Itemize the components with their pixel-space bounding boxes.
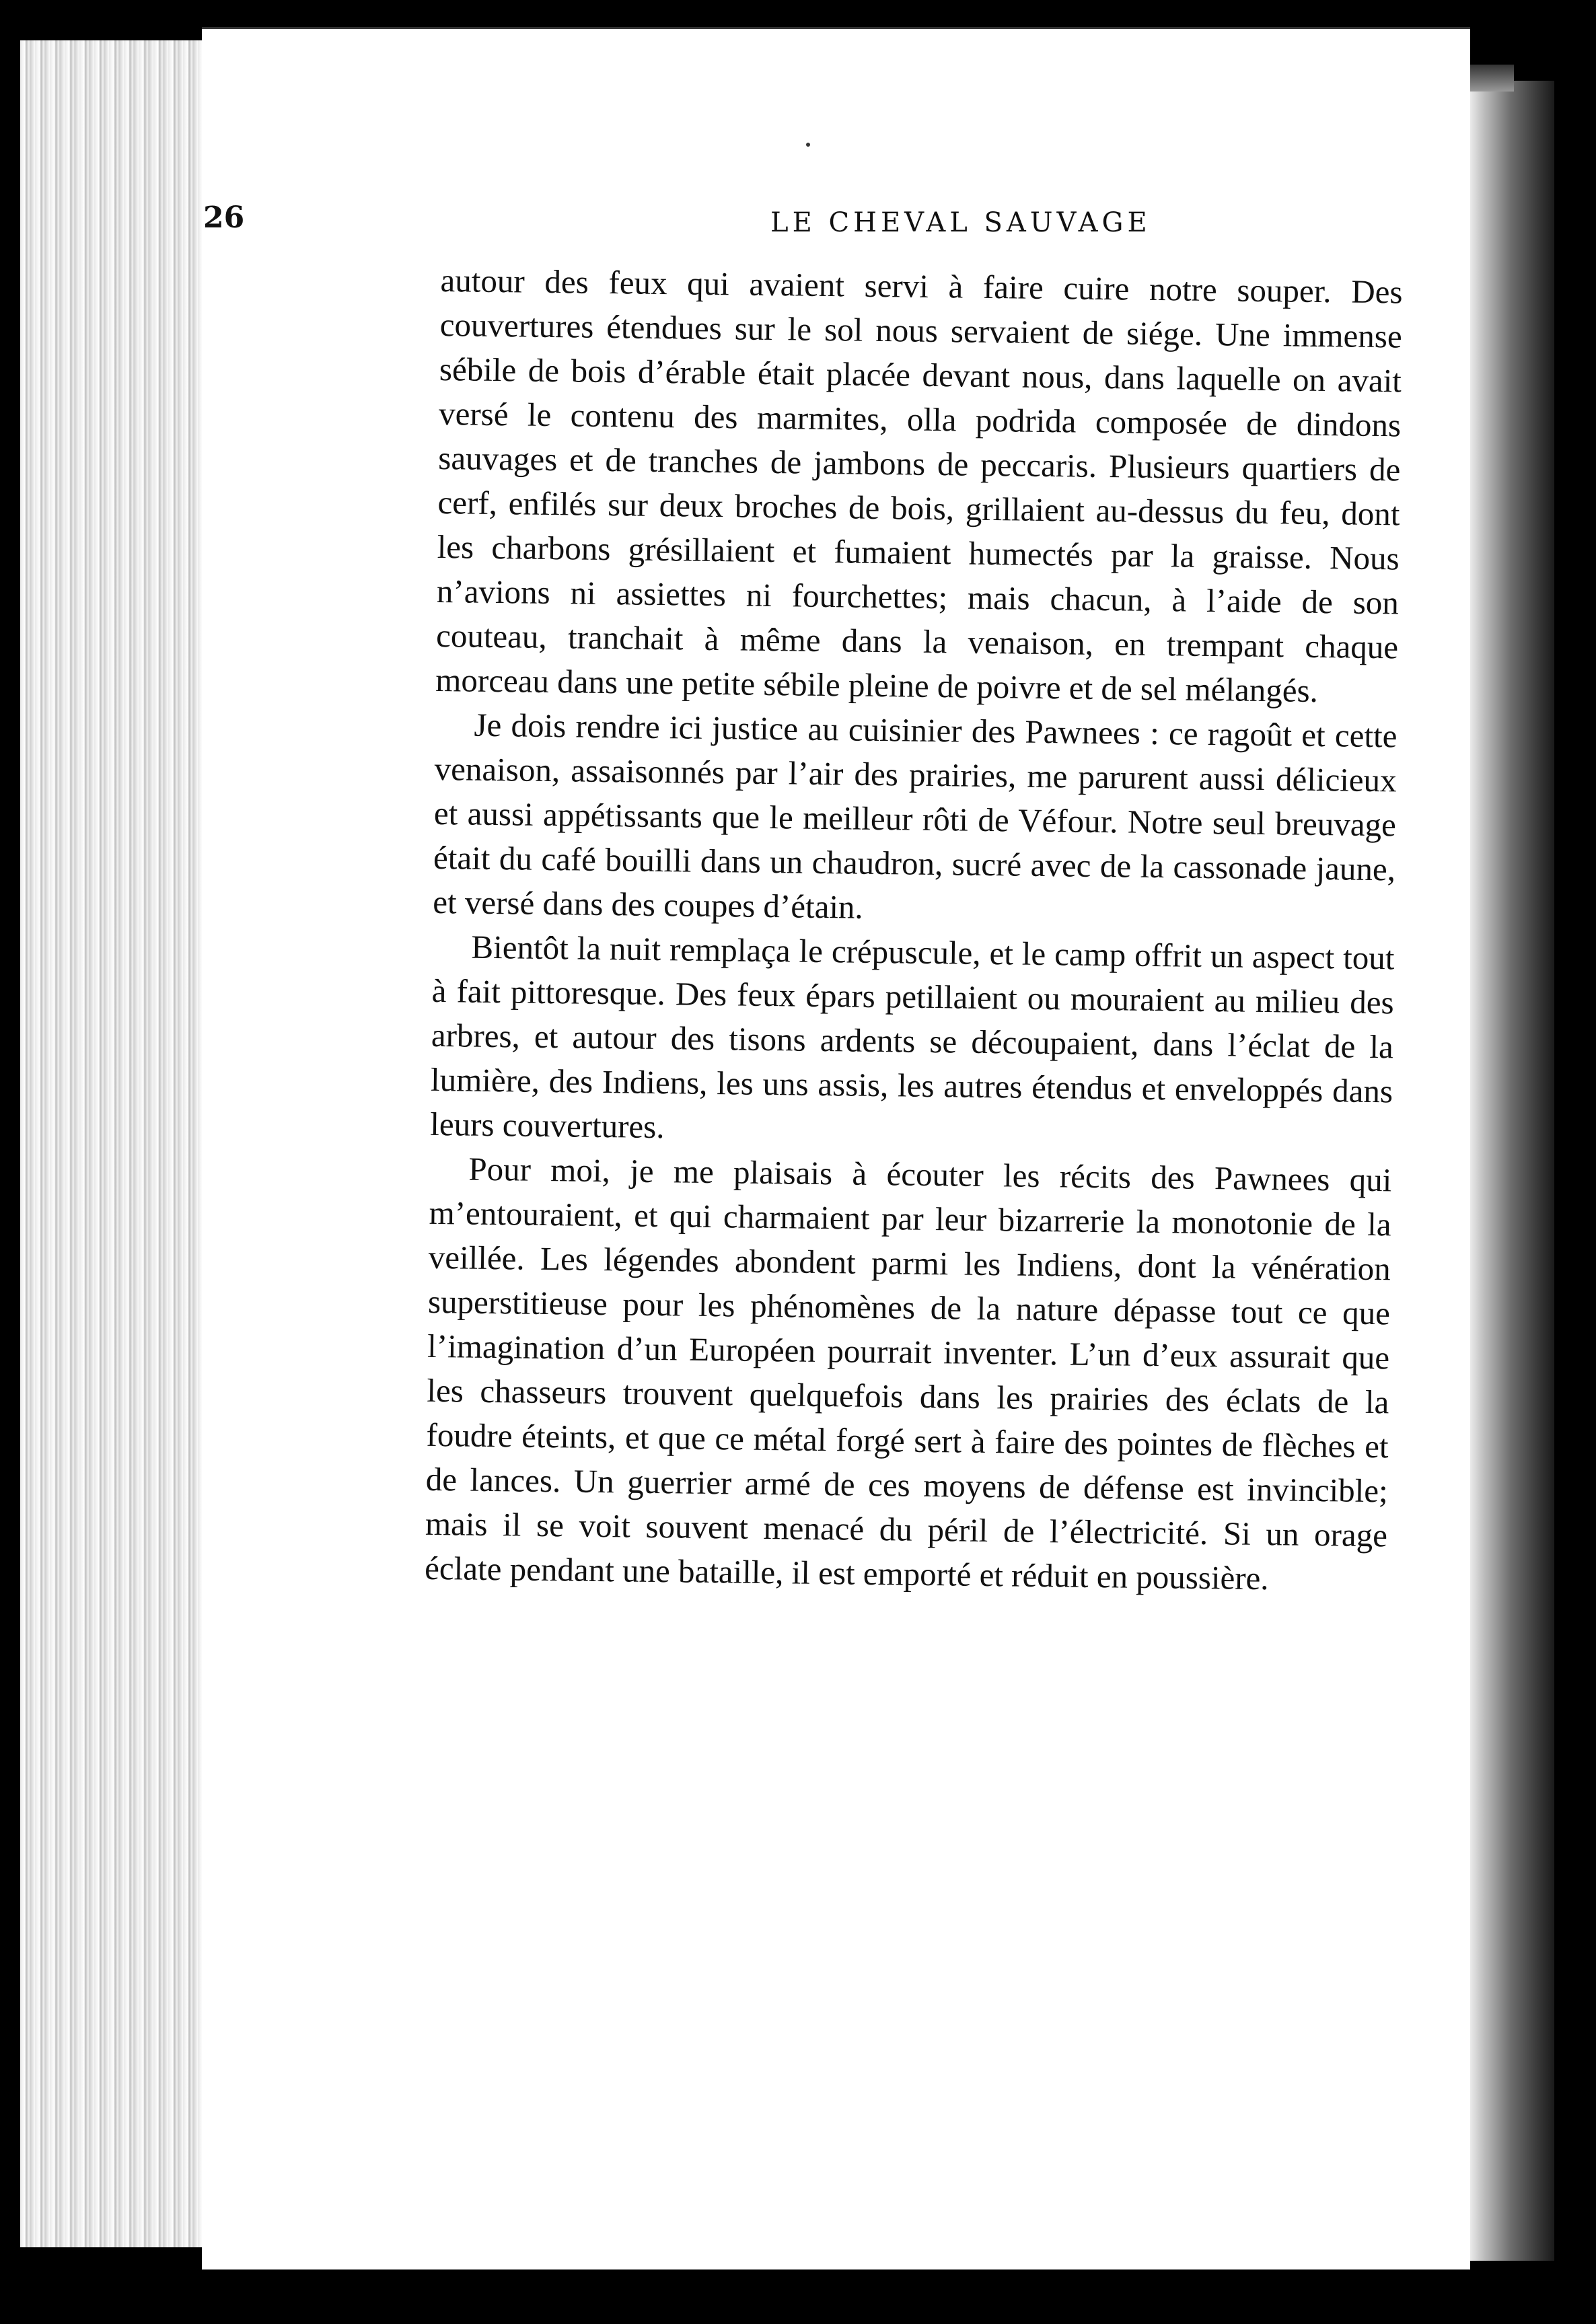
- page-number: 26: [203, 201, 245, 235]
- speck: [806, 143, 810, 147]
- paragraph: autour des feux qui avaient servi à faire cuire notre souper. Des couvertures étendues sur le sol nous servaient de siége. Une immense sébile de bois d’érable était placée devant nous, dans laquelle on avait versé le contenu des marmites, olla podrida composée de dindons sauvages et de tranches de jambons de peccaris. Plusieurs quartiers de cerf, enfilés sur deux broches de bois, grillaient au-dessus du feu, dont les charbons grésillaient et fumaient humectés par la graisse. Nous n’avions ni assiettes ni fourchettes; mais chacun, à l’aide de son couteau, tranchait à même dans la venaison, en trempant chaque morceau dans une petite sébile pleine de poivre et de sel mélangés.: [435, 261, 1403, 709]
- body-text: [425, 258, 1403, 1602]
- paragraph: Bientôt la nuit remplaça le crépuscule, et le camp offrit un aspect tout à fait pittoresque. Des feux épars petillaient ou mouraient au milieu des arbres, et autour des tisons ardents se découpaient, dans l’éclat de la lumière, des Indiens, les uns assis, les autres étendus et enveloppés dans leurs couvertures.: [429, 928, 1395, 1146]
- paragraph: Pour moi, je me plaisais à écouter les récits des Pawnees qui m’entouraient, et qui charmaient par leur bizarrerie la monotonie de la veillée. Les légendes abondent parmi les Indiens, dont la vénération superstitieuse pour les phénomènes de la nature dépasse tout ce que l’imagination d’un Européen pourrait inventer. L’un d’eux assurait que les chasseurs trouvent quelquefois dans les prairies des éclats de la foudre éteints, et que ce métal forgé sert à faire des pointes de flèches et de lances. Un guerrier armé de ces moyens de défense est invincible; mais il se voit souvent menacé du péril de l’électricité. Si un orage éclate pendant une bataille, il est emporté et réduit en poussière.: [424, 1150, 1392, 1597]
- paragraph: Je dois rendre ici justice au cuisinier des Pawnees : ce ragoût et cette venaison, assaisonnés par l’air des prairies, me parurent aussi délicieux et aussi appétissants que le meilleur rôti de Véfour. Notre seul breuvage était du café bouilli dans un chaudron, sucré avec de la cassonade jaune, et versé dans des coupes d’étain.: [432, 706, 1398, 926]
- stacked-page-edges: [20, 40, 222, 2247]
- right-page-edge-top: [1467, 65, 1514, 92]
- right-page-edge-shadow: [1467, 81, 1554, 2261]
- running-title: LE CHEVAL SAUVAGE: [770, 207, 1151, 238]
